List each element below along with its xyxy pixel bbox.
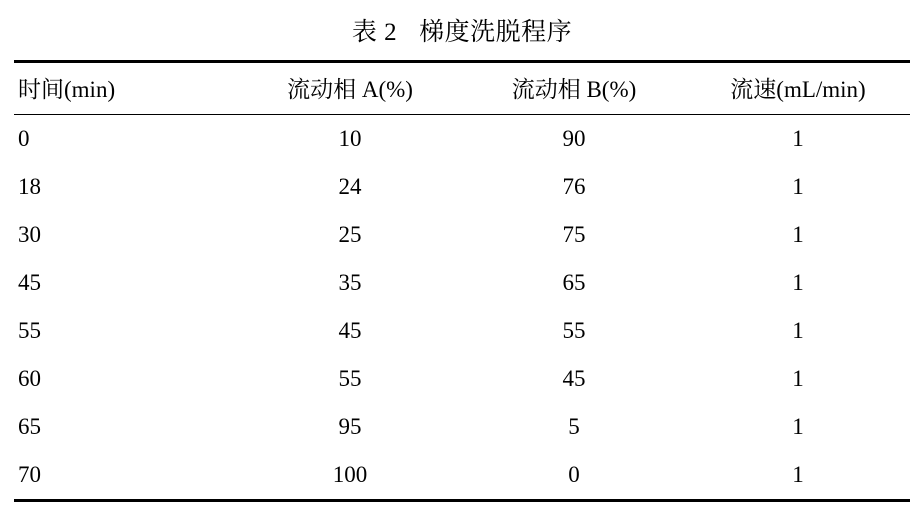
cell-phase-b: 55	[562, 318, 586, 343]
cell-phase-b: 45	[562, 366, 586, 391]
table-caption-title: 梯度洗脱程序	[419, 19, 573, 46]
cell-phase-a: 55	[338, 366, 362, 391]
cell-phase-b: 90	[562, 126, 586, 151]
cell-time: 18	[18, 174, 41, 199]
table-body	[14, 115, 910, 501]
cell-time: 45	[18, 270, 41, 295]
cell-flow: 1	[792, 126, 804, 151]
table-row	[14, 307, 910, 355]
table-row	[14, 259, 910, 307]
cell-time: 55	[18, 318, 41, 343]
table-row	[14, 115, 910, 164]
column-header-mobile-phase-b: 流动相 B(%)	[511, 77, 637, 102]
cell-flow: 1	[792, 270, 804, 295]
cell-phase-a: 35	[338, 270, 362, 295]
cell-phase-b: 65	[562, 270, 586, 295]
cell-phase-a: 45	[338, 318, 362, 343]
column-header-time: 时间(min)	[18, 77, 116, 102]
cell-time: 70	[18, 462, 41, 487]
table-row	[14, 163, 910, 211]
cell-time: 30	[18, 222, 41, 247]
table-row	[14, 355, 910, 403]
cell-phase-b: 75	[562, 222, 586, 247]
cell-flow: 1	[792, 366, 804, 391]
cell-phase-b: 5	[568, 414, 580, 439]
cell-time: 65	[18, 414, 41, 439]
cell-flow: 1	[792, 462, 804, 487]
cell-flow: 1	[792, 318, 804, 343]
table-header	[14, 62, 910, 115]
table-caption-label: 表 2	[351, 19, 398, 46]
cell-flow: 1	[792, 222, 804, 247]
cell-phase-a: 25	[338, 222, 362, 247]
table-row	[14, 451, 910, 501]
cell-time: 0	[18, 126, 30, 151]
table-header-row	[14, 62, 910, 115]
column-header-flow-rate: 流速(mL/min)	[730, 77, 866, 102]
table-caption	[14, 0, 910, 60]
cell-phase-b: 0	[568, 462, 580, 487]
cell-flow: 1	[792, 414, 804, 439]
gradient-elution-table	[14, 60, 910, 502]
cell-phase-a: 95	[338, 414, 362, 439]
cell-flow: 1	[792, 174, 804, 199]
cell-time: 60	[18, 366, 41, 391]
cell-phase-a: 100	[332, 462, 368, 487]
table-row	[14, 403, 910, 451]
table-row	[14, 211, 910, 259]
cell-phase-a: 24	[338, 174, 362, 199]
cell-phase-a: 10	[338, 126, 362, 151]
cell-phase-b: 76	[562, 174, 586, 199]
column-header-mobile-phase-a: 流动相 A(%)	[287, 77, 413, 102]
